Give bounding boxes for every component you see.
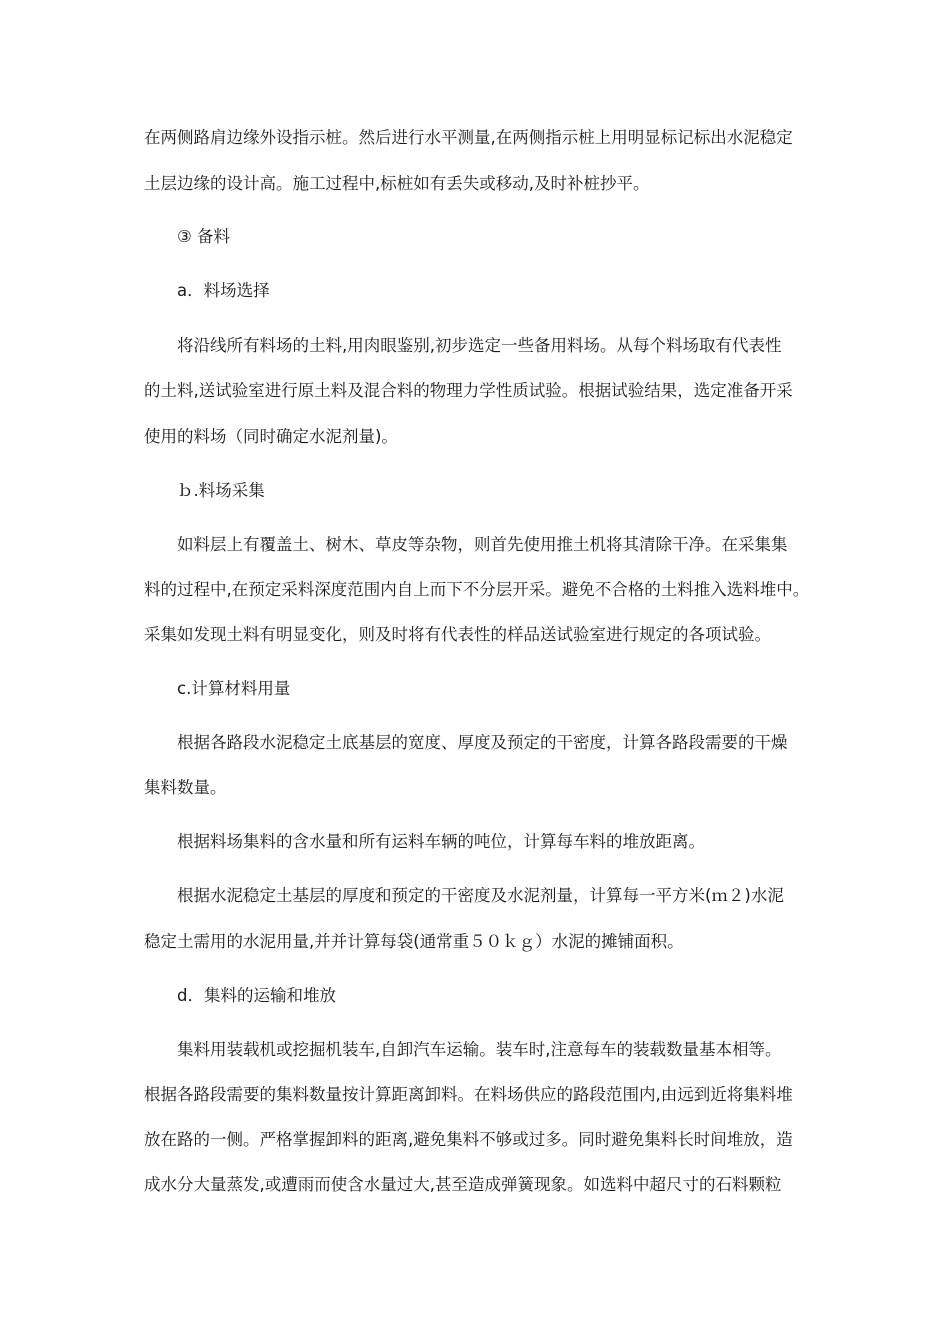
paragraph-line: 料的过程中,在预定采料深度范围内自上而下不分层开采。避免不合格的土料推入选料堆中。 [144,580,810,599]
paragraph-line: 的土料,送试验室进行原土料及混合料的物理力学性质试验。根据试验结果，选定准备开采 [144,381,793,400]
paragraph-line: 土层边缘的设计高。施工过程中,标桩如有丢失或移动,及时补桩抄平。 [144,174,650,193]
paragraph-line: 集料用装载机或挖掘机装车,自卸汽车运输。装车时,注意每车的装载数量基本相等。 [177,1040,782,1059]
paragraph-line: 成水分大量蒸发,或遭雨而使含水量过大,甚至造成弹簧现象。如选料中超尺寸的石料颗粒 [144,1175,782,1194]
section-heading: ③ 备料 [177,227,231,246]
subsection-heading: a．料场选择 [177,281,270,300]
paragraph-line: 根据料场集料的含水量和所有运料车辆的吨位，计算每车料的堆放距离。 [177,832,705,851]
paragraph-line: 根据各路段水泥稳定土底基层的宽度、厚度及预定的干密度，计算各路段需要的干燥 [177,733,788,752]
paragraph-line: 稳定土需用的水泥用量,并并计算每袋(通常重５０ｋｇ）水泥的摊铺面积。 [144,932,684,951]
subsection-heading: ｂ.料场采集 [177,481,265,500]
paragraph-line: 采集如发现土料有明显变化，则及时将有代表性的样品送试验室进行规定的各项试验。 [144,625,771,644]
paragraph-line: 将沿线所有料场的土料,用肉眼鉴别,初步选定一些备用料场。从每个料场取有代表性 [177,336,782,355]
paragraph-line: 使用的料场（同时确定水泥剂量)。 [144,427,398,446]
subsection-heading: d．集料的运输和堆放 [177,986,336,1005]
paragraph-line: 集料数量。 [144,778,227,797]
subsection-heading: c.计算材料用量 [177,679,291,698]
paragraph-line: 根据水泥稳定土基层的厚度和预定的干密度及水泥剂量，计算每一平方米(ｍ２)水泥 [177,886,784,905]
paragraph-line: 放在路的一侧。严格掌握卸料的距离,避免集料不够或过多。同时避免集料长时间堆放，造 [144,1130,793,1149]
paragraph-line: 如料层上有覆盖土、树木、草皮等杂物，则首先使用推土机将其清除干净。在采集集 [177,535,788,554]
paragraph-line: 根据各路段需要的集料数量按计算距离卸料。在料场供应的路段范围内,由远到近将集料堆 [144,1085,793,1104]
paragraph-line: 在两侧路肩边缘外设指示桩。然后进行水平测量,在两侧指示桩上用明显标记标出水泥稳定 [144,128,793,147]
